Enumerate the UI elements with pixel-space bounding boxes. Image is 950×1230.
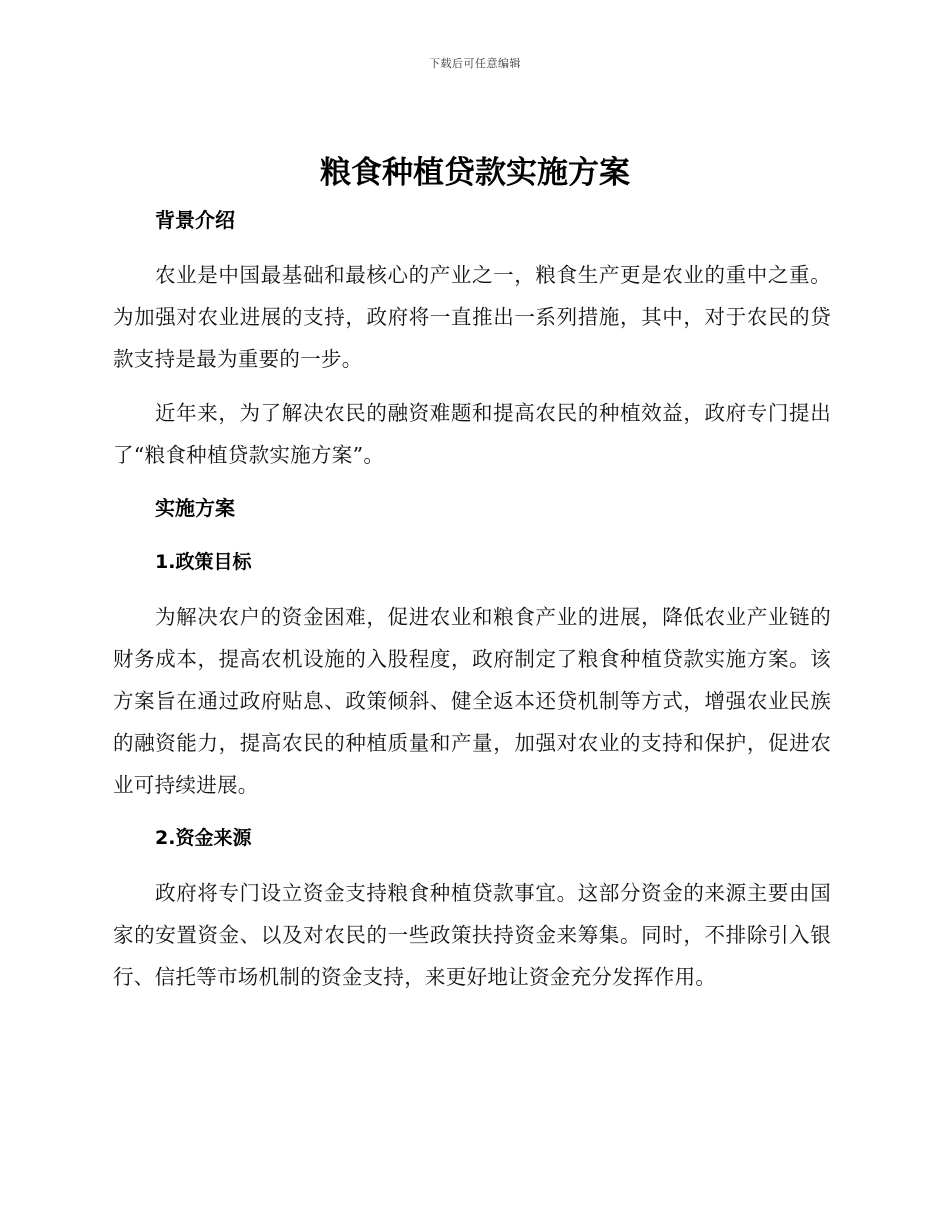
- subsection-heading-goal: 1.政策目标: [155, 551, 252, 573]
- paragraph-background-1: 农业是中国最基础和最核心的产业之一，粮食生产更是农业的重中之重。为加强对农业进展的支持，政府将一直推出一系列措施，其中，对于农民的贷款支持是最为重要的一步。: [113, 263, 831, 371]
- header-note: 下载后可任意编辑: [429, 57, 521, 70]
- paragraph-funding: 政府将专门设立资金支持粮食种植贷款事宜。这部分资金的来源主要由国家的安置资金、以及对农民的一些政策扶持资金来筹集。同时，不排除引入银行、信托等市场机制的资金支持，来更好地让资金充分发挥作用。: [113, 881, 831, 989]
- section-heading-plan: 实施方案: [155, 496, 235, 520]
- section-heading-background: 背景介绍: [155, 208, 235, 232]
- document-title: 粮食种植贷款实施方案: [320, 155, 630, 191]
- paragraph-goal: 为解决农户的资金困难，促进农业和粮食产业的进展，降低农业产业链的财务成本，提高农机设施的入股程度，政府制定了粮食种植贷款实施方案。该方案旨在通过政府贴息、政策倾斜、健全返本还贷机制等方式，增强农业民族的融资能力，提高农民的种植质量和产量，加强对农业的支持和保护，促进农业可持续进展。: [113, 605, 831, 797]
- paragraph-background-2: 近年来，为了解决农民的融资难题和提高农民的种植效益，政府专门提出了“粮食种植贷款实施方案”。: [113, 401, 831, 467]
- subsection-heading-funding: 2.资金来源: [155, 827, 252, 849]
- document-body: [113, 200, 831, 998]
